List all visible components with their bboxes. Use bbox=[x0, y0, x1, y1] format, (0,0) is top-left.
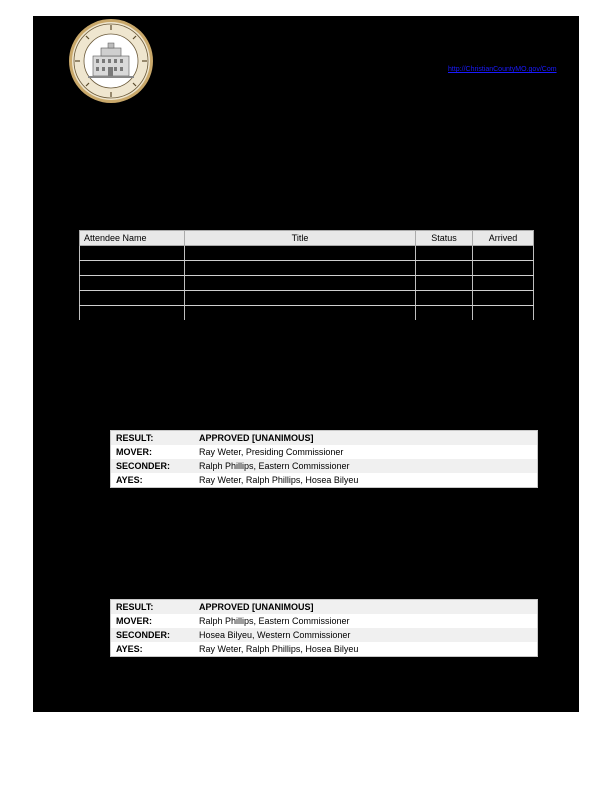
result-label: RESULT: bbox=[116, 433, 154, 443]
seconder-value: Hosea Bilyeu, Western Commissioner bbox=[199, 630, 351, 640]
arrived-cell bbox=[473, 261, 534, 276]
attendee-name-cell bbox=[80, 246, 185, 261]
attendance-table bbox=[79, 230, 534, 320]
mover-value: Ray Weter, Presiding Commissioner bbox=[199, 447, 344, 457]
status-cell bbox=[416, 246, 473, 261]
table-row bbox=[80, 246, 534, 261]
mover-value: Ralph Phillips, Eastern Commissioner bbox=[199, 616, 350, 626]
vote-result-box-1 bbox=[110, 430, 538, 488]
seconder-row bbox=[111, 459, 537, 473]
attendee-name-cell bbox=[80, 291, 185, 306]
attendance-header-row bbox=[80, 231, 534, 246]
status-cell bbox=[416, 276, 473, 291]
table-row bbox=[80, 261, 534, 276]
title-cell bbox=[185, 306, 416, 321]
mover-label: MOVER: bbox=[116, 616, 152, 626]
ayes-label: AYES: bbox=[116, 475, 143, 485]
seconder-row bbox=[111, 628, 537, 642]
seconder-value: Ralph Phillips, Eastern Commissioner bbox=[199, 461, 350, 471]
seconder-label: SECONDER: bbox=[116, 461, 171, 471]
ayes-row bbox=[111, 473, 537, 487]
county-seal-icon bbox=[68, 18, 154, 104]
title-cell bbox=[185, 261, 416, 276]
arrived-cell bbox=[473, 276, 534, 291]
ayes-row bbox=[111, 642, 537, 656]
table-row bbox=[80, 291, 534, 306]
column-header-attendee-name: Attendee Name bbox=[80, 231, 185, 246]
mover-label: MOVER: bbox=[116, 447, 152, 457]
column-header-title: Title bbox=[185, 231, 416, 246]
column-header-status: Status bbox=[416, 231, 473, 246]
mover-row bbox=[111, 445, 537, 459]
mover-row bbox=[111, 614, 537, 628]
county-website-link[interactable]: http://ChristianCountyMO.gov/Com bbox=[448, 66, 557, 73]
status-cell bbox=[416, 306, 473, 321]
ayes-label: AYES: bbox=[116, 644, 143, 654]
attendee-name-cell bbox=[80, 261, 185, 276]
result-row bbox=[111, 600, 537, 614]
status-cell bbox=[416, 261, 473, 276]
result-label: RESULT: bbox=[116, 602, 154, 612]
attendee-name-cell bbox=[80, 306, 185, 321]
arrived-cell bbox=[473, 291, 534, 306]
result-row bbox=[111, 431, 537, 445]
title-cell bbox=[185, 246, 416, 261]
arrived-cell bbox=[473, 246, 534, 261]
result-value: APPROVED [UNANIMOUS] bbox=[199, 433, 314, 443]
seconder-label: SECONDER: bbox=[116, 630, 171, 640]
arrived-cell bbox=[473, 306, 534, 321]
table-row bbox=[80, 306, 534, 321]
vote-result-box-2 bbox=[110, 599, 538, 657]
status-cell bbox=[416, 291, 473, 306]
ayes-value: Ray Weter, Ralph Phillips, Hosea Bilyeu bbox=[199, 475, 359, 485]
ayes-value: Ray Weter, Ralph Phillips, Hosea Bilyeu bbox=[199, 644, 359, 654]
result-value: APPROVED [UNANIMOUS] bbox=[199, 602, 314, 612]
table-row bbox=[80, 276, 534, 291]
title-cell bbox=[185, 291, 416, 306]
title-cell bbox=[185, 276, 416, 291]
attendee-name-cell bbox=[80, 276, 185, 291]
column-header-arrived: Arrived bbox=[473, 231, 534, 246]
